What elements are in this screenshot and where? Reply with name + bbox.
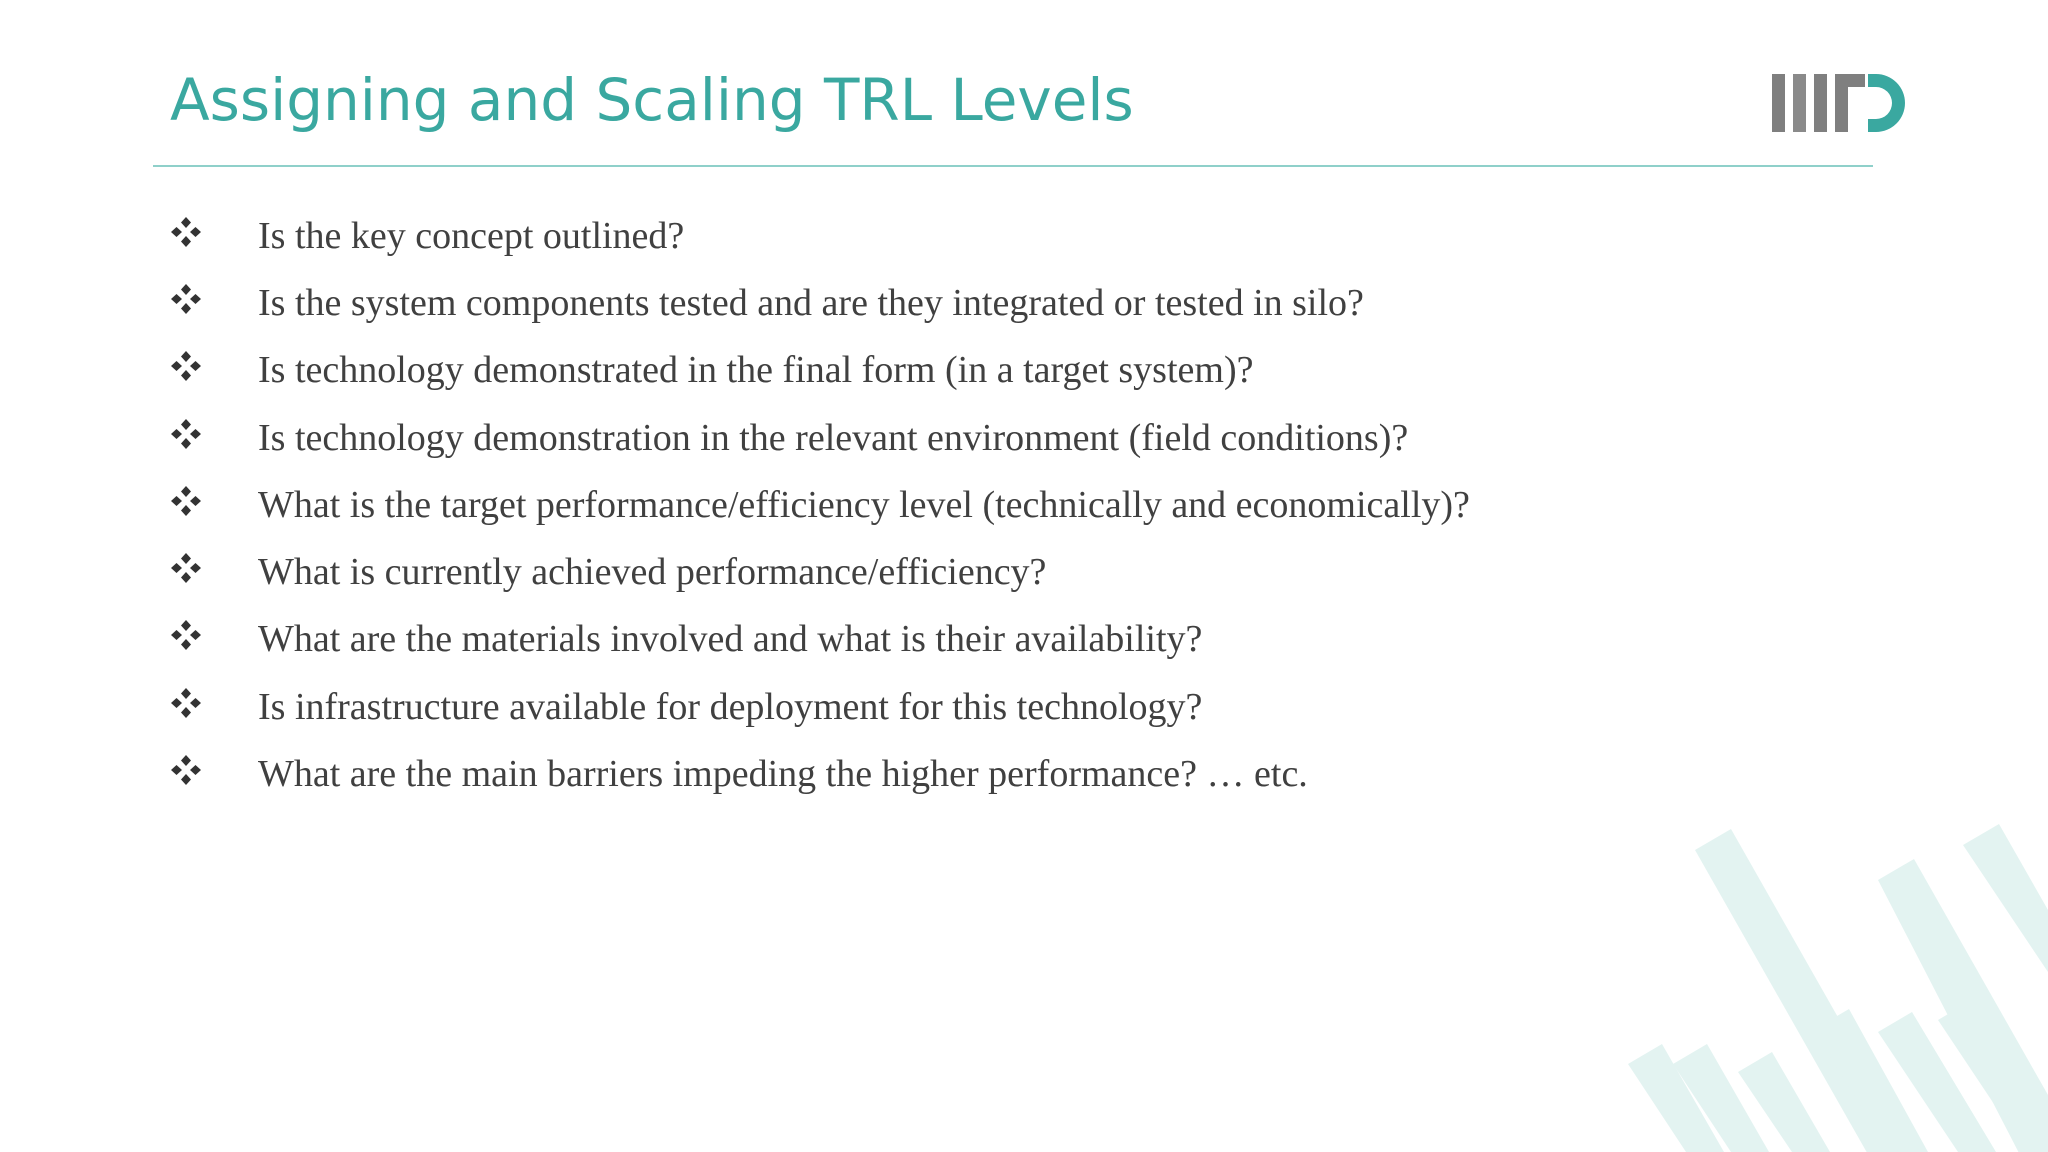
iiitd-logo-icon — [1772, 72, 1906, 136]
bullet-text: Is technology demonstrated in the final form (in a target system)? — [258, 349, 1254, 392]
four-diamond-bullet-icon — [170, 485, 202, 517]
title-divider — [153, 165, 1873, 167]
four-diamond-bullet-icon — [170, 283, 202, 315]
four-diamond-bullet-icon — [170, 552, 202, 584]
four-diamond-bullet-icon — [170, 350, 202, 382]
four-diamond-bullet-icon — [170, 216, 202, 248]
slide-title: Assigning and Scaling TRL Levels — [170, 66, 1134, 134]
list-item — [170, 404, 1470, 471]
four-diamond-bullet-icon — [170, 418, 202, 450]
bullet-text: What is currently achieved performance/efficiency? — [258, 551, 1047, 594]
four-diamond-bullet-icon — [170, 619, 202, 651]
list-item — [170, 740, 1470, 807]
bullet-text: What is the target performance/efficiency level (technically and economically)? — [258, 483, 1470, 526]
bullet-text: Is the system components tested and are they integrated or tested in silo? — [258, 281, 1364, 324]
bullet-text: What are the main barriers impeding the higher performance? … etc. — [258, 753, 1308, 796]
bullet-text: What are the materials involved and what is their availability? — [258, 618, 1203, 661]
four-diamond-bullet-icon — [170, 687, 202, 719]
bullet-list — [170, 202, 1470, 808]
list-item — [170, 202, 1470, 269]
bullet-text: Is technology demonstration in the relevant environment (field conditions)? — [258, 416, 1409, 459]
four-diamond-bullet-icon — [170, 754, 202, 786]
list-item — [170, 269, 1470, 336]
list-item — [170, 471, 1470, 538]
bullet-text: Is infrastructure available for deployment for this technology? — [258, 685, 1203, 728]
decorative-stripes-graphic — [1628, 822, 2048, 1152]
list-item — [170, 538, 1470, 605]
list-item — [170, 337, 1470, 404]
list-item — [170, 673, 1470, 740]
list-item — [170, 606, 1470, 673]
bullet-text: Is the key concept outlined? — [258, 214, 685, 257]
